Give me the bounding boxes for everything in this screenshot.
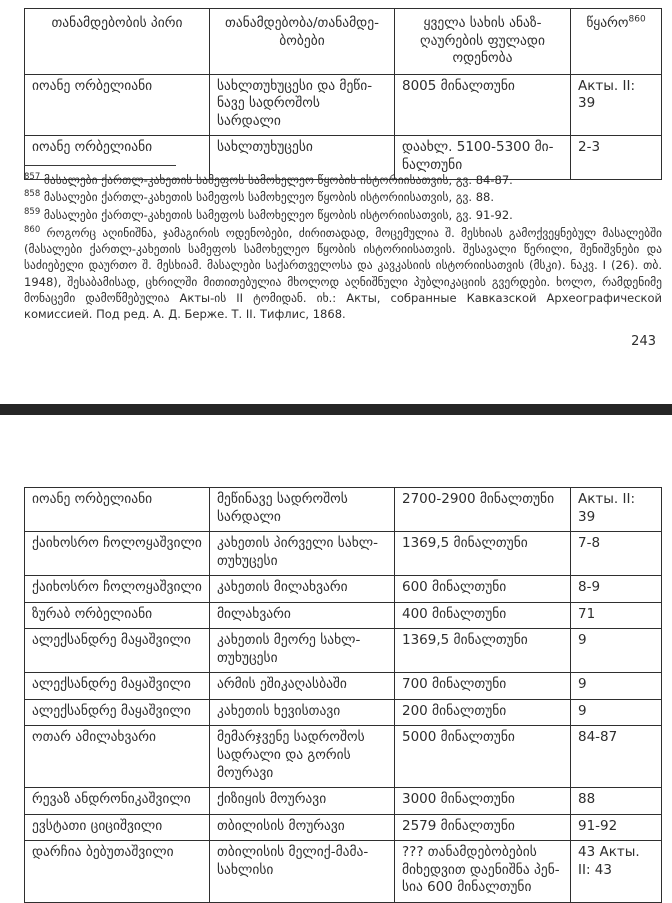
- table-row: [25, 673, 662, 700]
- table-cell: Акты. II: 39: [571, 74, 662, 136]
- footnote: [24, 189, 662, 206]
- table-cell: ალექსანდრე მაყაშვილი: [25, 629, 210, 673]
- footnote-number: 859: [24, 206, 41, 217]
- column-header-official: თანამდებობის პირი: [25, 9, 210, 75]
- table-header-row: [25, 9, 662, 75]
- table-row: [25, 699, 662, 726]
- footnote-separator-rule: [24, 165, 176, 166]
- table-cell: 9: [571, 629, 662, 673]
- table-cell: მეწინავე სადროშოს სარდალი: [210, 488, 395, 532]
- table-cell: ქაიხოსრო ჩოლოყაშვილი: [25, 576, 210, 603]
- page-separator-bar: [0, 404, 672, 415]
- table-cell: 91-92: [571, 814, 662, 841]
- column-header-compensation: [395, 9, 571, 75]
- table-cell: 8-9: [571, 576, 662, 603]
- table-cell: 600 მინალთუნი: [395, 576, 571, 603]
- table-row: [25, 629, 662, 673]
- table-cell: სახლთუხუცესი და მეწი-ნავე სადროშოს სარდალი: [210, 74, 395, 136]
- table-cell: იოანე ორბელიანი: [25, 136, 210, 180]
- table-row: [25, 726, 662, 788]
- footnote-number: 857: [24, 172, 41, 183]
- page-number: 243: [631, 334, 656, 349]
- column-header-compensation-label: ყველა სახის ანაზ-ღაურების ფულადი ოდენობა: [420, 15, 545, 67]
- table-cell: 8005 მინალთუნი: [395, 74, 571, 136]
- table-cell: სახლთუხუცესი: [210, 136, 395, 180]
- footnote-text: როგორც აღინიშნა, ჯამაგირის ოდენობები, ძირითადად, მოცემულია შ. მესხიას გამოქვეყნებულ მასალებში (მასალები ქართლ-კახეთის სამეფოს სამოხელეო წყობის ისტორიისათვის. შესავალი წერილი, შენიშვნები და საძიებელი დაურთო შ. მესხიამ. მასალები საქართველოსა და კავკასიის ისტორიისათვის (მსკი). ნაკვ. I (26). თბ. 1948), შესაბამისად, ცხრილში მითითებულია მხოლოდ აღნიშნული პუბლიკაციის გვერდები. ხოლო, რამდენიმე მონაცემი დამოწმებულია Акты-ის II ტომიდან. იხ.: Акты, собранные Кавказской Археографической комиссией. Под ред. А. Д. Берже. Т. II. Тифлис, 1868.: [24, 225, 662, 322]
- table-row: [25, 602, 662, 629]
- footnote: [24, 225, 662, 323]
- table-cell: 400 მინალთუნი: [395, 602, 571, 629]
- table-cell: 88: [571, 788, 662, 815]
- table-cell: 9: [571, 673, 662, 700]
- table-cell: მილახვარი: [210, 602, 395, 629]
- table-cell: 2700-2900 მინალთუნი: [395, 488, 571, 532]
- footnote-ref-860: 860: [628, 14, 646, 25]
- table-cell: 7-8: [571, 532, 662, 576]
- footnotes-block: [24, 172, 662, 323]
- table-cell: კახეთის პირველი სახლ-თუხუცესი: [210, 532, 395, 576]
- table-cell: კახეთის ხევისთავი: [210, 699, 395, 726]
- column-header-source-label: წყარო: [586, 15, 629, 31]
- table-cell: ალექსანდრე მაყაშვილი: [25, 673, 210, 700]
- table-row: [25, 576, 662, 603]
- table-cell: 5000 მინალთუნი: [395, 726, 571, 788]
- table-cell: დარჩია ბებუთაშვილი: [25, 841, 210, 903]
- table-cell: თბილისის მელიქ-მამა-სახლისი: [210, 841, 395, 903]
- column-header-source: [571, 9, 662, 75]
- table-cell: არმის ეშიკაღასბაში: [210, 673, 395, 700]
- footnote-text: მასალები ქართლ-კახეთის სამეფოს სამოხელეო წყობის ისტორიისათვის, გვ. 88.: [43, 190, 495, 205]
- table-row: [25, 814, 662, 841]
- table-cell: 200 მინალთუნი: [395, 699, 571, 726]
- table-cell: ოთარ ამილახვარი: [25, 726, 210, 788]
- column-header-position: თანამდებობა/თანამდე-ბობები: [210, 9, 395, 75]
- table-cell: 2579 მინალთუნი: [395, 814, 571, 841]
- footnote-number: 858: [24, 189, 41, 200]
- footnote: [24, 172, 662, 189]
- table-cell: 9: [571, 699, 662, 726]
- table-row: [25, 488, 662, 532]
- table-cell: 1369,5 მინალთუნი: [395, 532, 571, 576]
- table-cell: რევაზ ანდრონიკაშვილი: [25, 788, 210, 815]
- table-cell: იოანე ორბელიანი: [25, 74, 210, 136]
- table-cell: 2-3: [571, 136, 662, 180]
- table-cell: დაახლ. 5100-5300 მი-ნალთუნი: [395, 136, 571, 180]
- table-cell: მემარჯვენე სადროშოს სადრალი და გორის მოურავი: [210, 726, 395, 788]
- table-cell: 84-87: [571, 726, 662, 788]
- table-cell: ევსტათი ციციშვილი: [25, 814, 210, 841]
- table-row: [25, 841, 662, 903]
- table-cell: ზურაბ ორბელიანი: [25, 602, 210, 629]
- table-cell: იოანე ორბელიანი: [25, 488, 210, 532]
- footnote-text: მასალები ქართლ-კახეთის სამეფოს სამოხელეო წყობის ისტორიისათვის, გვ. 84-87.: [43, 173, 513, 187]
- table-cell: 1369,5 მინალთუნი: [395, 629, 571, 673]
- footnote-text: მასალები ქართლ-კახეთის სამეფოს სამოხელეო წყობის ისტორიისათვის, გვ. 91-92.: [43, 207, 513, 222]
- table-cell: ქაიხოსრო ჩოლოყაშვილი: [25, 532, 210, 576]
- table-cell: 71: [571, 602, 662, 629]
- table-cell: Акты. II: 39: [571, 488, 662, 532]
- table-cell: კახეთის მილახვარი: [210, 576, 395, 603]
- table-cell: თბილისის მოურავი: [210, 814, 395, 841]
- table-cell: ალექსანდრე მაყაშვილი: [25, 699, 210, 726]
- footnote: [24, 207, 662, 224]
- table-row: [25, 788, 662, 815]
- compensation-table-page1: [24, 8, 662, 183]
- table-cell: 43 Акты. II: 43: [571, 841, 662, 903]
- table-cell: კახეთის მეორე სახლ-თუხუცესი: [210, 629, 395, 673]
- table-row: [25, 532, 662, 576]
- table-cell: ქიზიყის მოურავი: [210, 788, 395, 815]
- table-row: [25, 74, 662, 136]
- table-cell: 3000 მინალთუნი: [395, 788, 571, 815]
- table-cell: ??? თანამდებობების მიხედვით დაენიშნა პენ-სია 600 მინალთუნი: [395, 841, 571, 903]
- compensation-table-page2: [24, 487, 662, 903]
- table-cell: 700 მინალთუნი: [395, 673, 571, 700]
- footnote-number: 860: [24, 224, 41, 235]
